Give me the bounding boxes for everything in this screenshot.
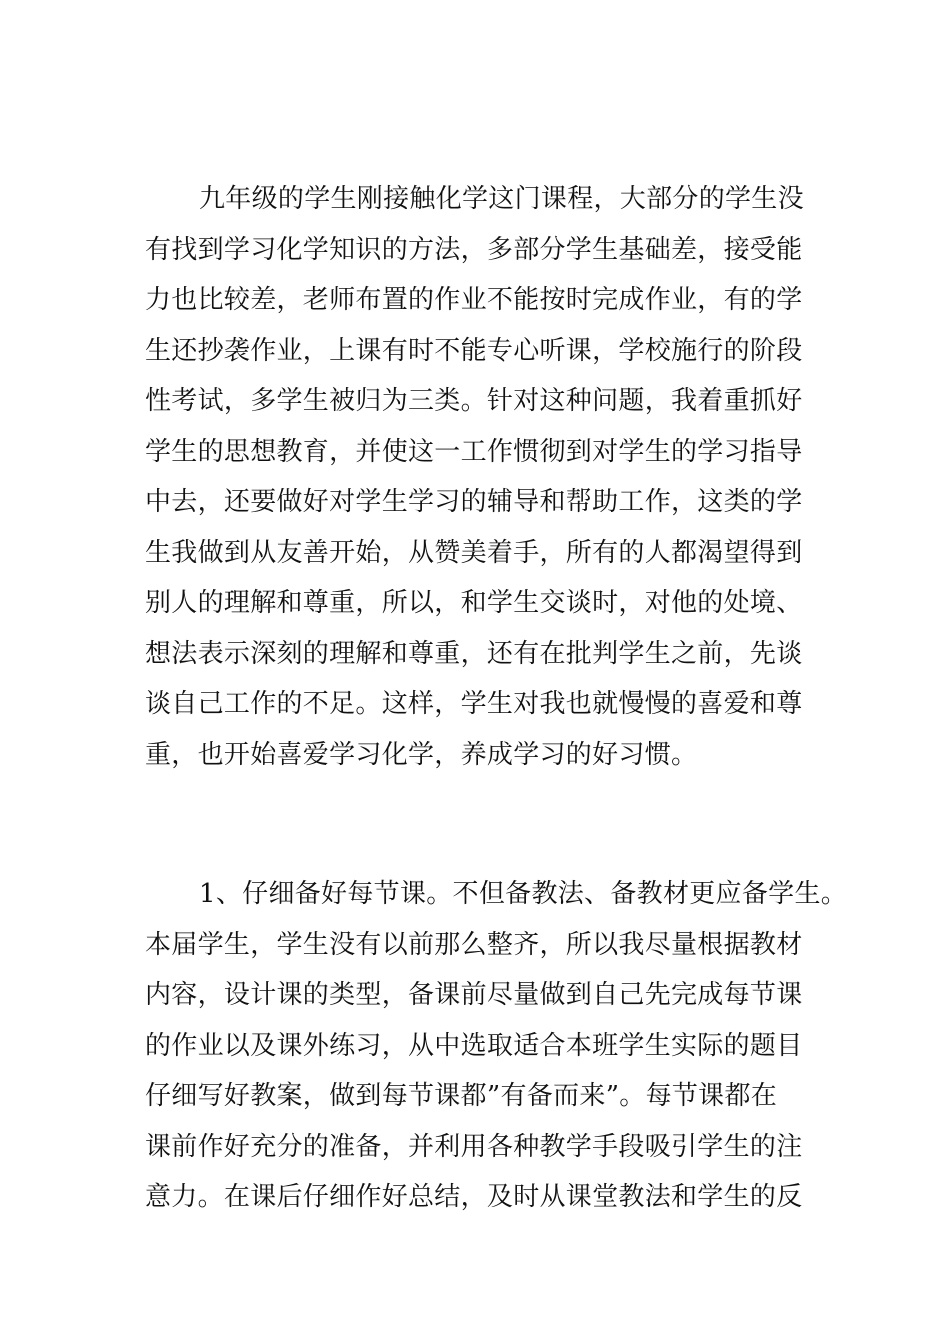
text-line: 性考试，多学生被归为三类。针对这种问题，我着重抓好 (145, 386, 803, 416)
text-line: 谈自己工作的不足。这样，学生对我也就慢慢的喜爱和尊 (145, 689, 803, 719)
text-line: 想法表示深刻的理解和尊重，还有在批判学生之前，先谈 (145, 638, 803, 669)
text-line: 力也比较差，老师布置的作业不能按时完成作业，有的学 (145, 285, 803, 315)
text-line: 本届学生，学生没有以前那么整齐，所以我尽量根据教材 (145, 929, 803, 960)
text-line: 生还抄袭作业，上课有时不能专心听课，学校施行的阶段 (145, 335, 803, 366)
text-line: 意力。在课后仔细作好总结，及时从课堂教法和学生的反 (145, 1182, 803, 1212)
paragraph-student-guidance (145, 174, 835, 780)
text-line: 内容，设计课的类型，备课前尽量做到自己先完成每节课 (145, 980, 803, 1010)
text-line: 生我做到从友善开始，从赞美着手，所有的人都渴望得到 (145, 537, 803, 568)
paragraph-lesson-preparation (145, 869, 848, 1223)
text-line: 1、仔细备好每节课。不但备教法、备教材更应备学生。 (199, 879, 848, 909)
text-line: 学生的思想教育，并使这一工作惯彻到对学生的学习指导 (145, 436, 803, 467)
text-line: 中去，还要做好对学生学习的辅导和帮助工作，这类的学 (145, 487, 803, 517)
text-line: 课前作好充分的准备，并利用各种教学手段吸引学生的注 (145, 1131, 803, 1162)
text-line: 的作业以及课外练习，从中选取适合本班学生实际的题目 (145, 1030, 803, 1061)
text-line: 仔细写好教案，做到每节课都”有备而来”。每节课都在 (145, 1081, 778, 1111)
text-line: 九年级的学生刚接触化学这门课程，大部分的学生没 (199, 184, 804, 214)
text-line: 别人的理解和尊重，所以，和学生交谈时，对他的处境、 (145, 588, 803, 618)
text-line: 有找到学习化学知识的方法，多部分学生基础差，接受能 (145, 234, 803, 265)
text-line: 重，也开始喜爱学习化学，养成学习的好习惯。 (145, 739, 698, 770)
